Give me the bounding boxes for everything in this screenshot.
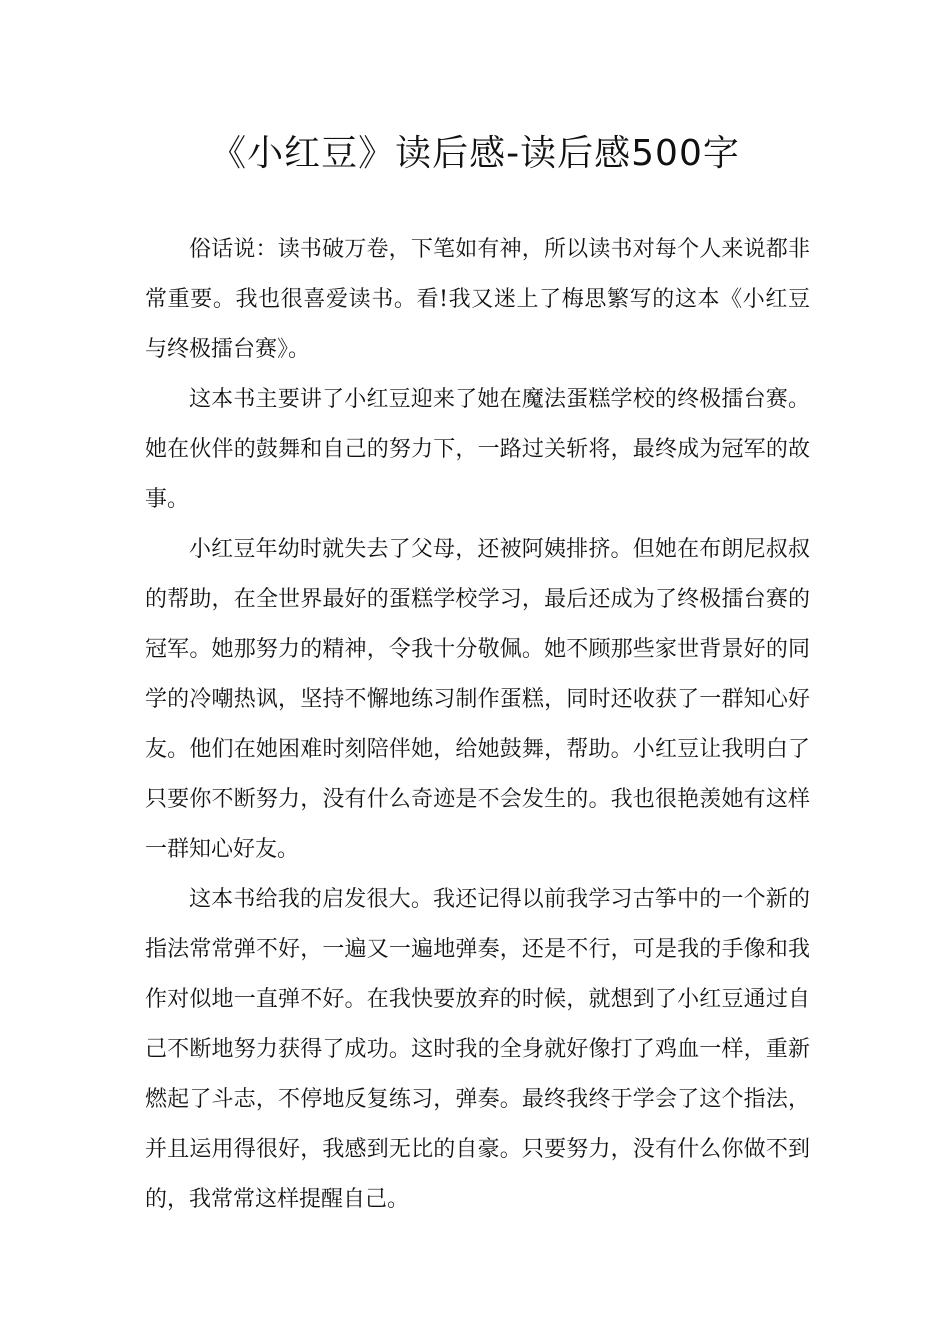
paragraph-4: 这本书给我的启发很大。我还记得以前我学习古筝中的一个新的指法常常弹不好，一遍又一遍地弹奏，还是不行，可是我的手像和我作对似地一直弹不好。在我快要放弃的时候，就想到了小红豆通过自己不断地努力获得了成功。这时我的全身就好像打了鸡血一样，重新燃起了斗志，不停地反复练习，弹奏。最终我终于学会了这个指法，并且运用得很好，我感到无比的自豪。只要努力，没有什么你做不到的，我常常这样提醒自己。 (145, 887, 810, 1212)
paragraph-2: 这本书主要讲了小红豆迎来了她在魔法蛋糕学校的终极擂台赛。她在伙伴的鼓舞和自己的努力下，一路过关斩将，最终成为冠军的故事。 (145, 387, 810, 512)
page-title: 《小红豆》读后感-读后感500字 (210, 133, 740, 174)
article-body (145, 225, 810, 1225)
paragraph-3: 小红豆年幼时就失去了父母，还被阿姨排挤。但她在布朗尼叔叔的帮助，在全世界最好的蛋糕学校学习，最后还成为了终极擂台赛的冠军。她那努力的精神，令我十分敬佩。她不顾那些家世背景好的同学的冷嘲热讽，坚持不懈地练习制作蛋糕，同时还收获了一群知心好友。他们在她困难时刻陪伴她，给她鼓舞，帮助。小红豆让我明白了只要你不断努力，没有什么奇迹是不会发生的。我也很艳羡她有这样一群知心好友。 (145, 537, 810, 862)
paragraph-1: 俗话说：读书破万卷，下笔如有神，所以读书对每个人来说都非常重要。我也很喜爱读书。看!我又迷上了梅思繁写的这本《小红豆与终极擂台赛》。 (145, 237, 810, 362)
